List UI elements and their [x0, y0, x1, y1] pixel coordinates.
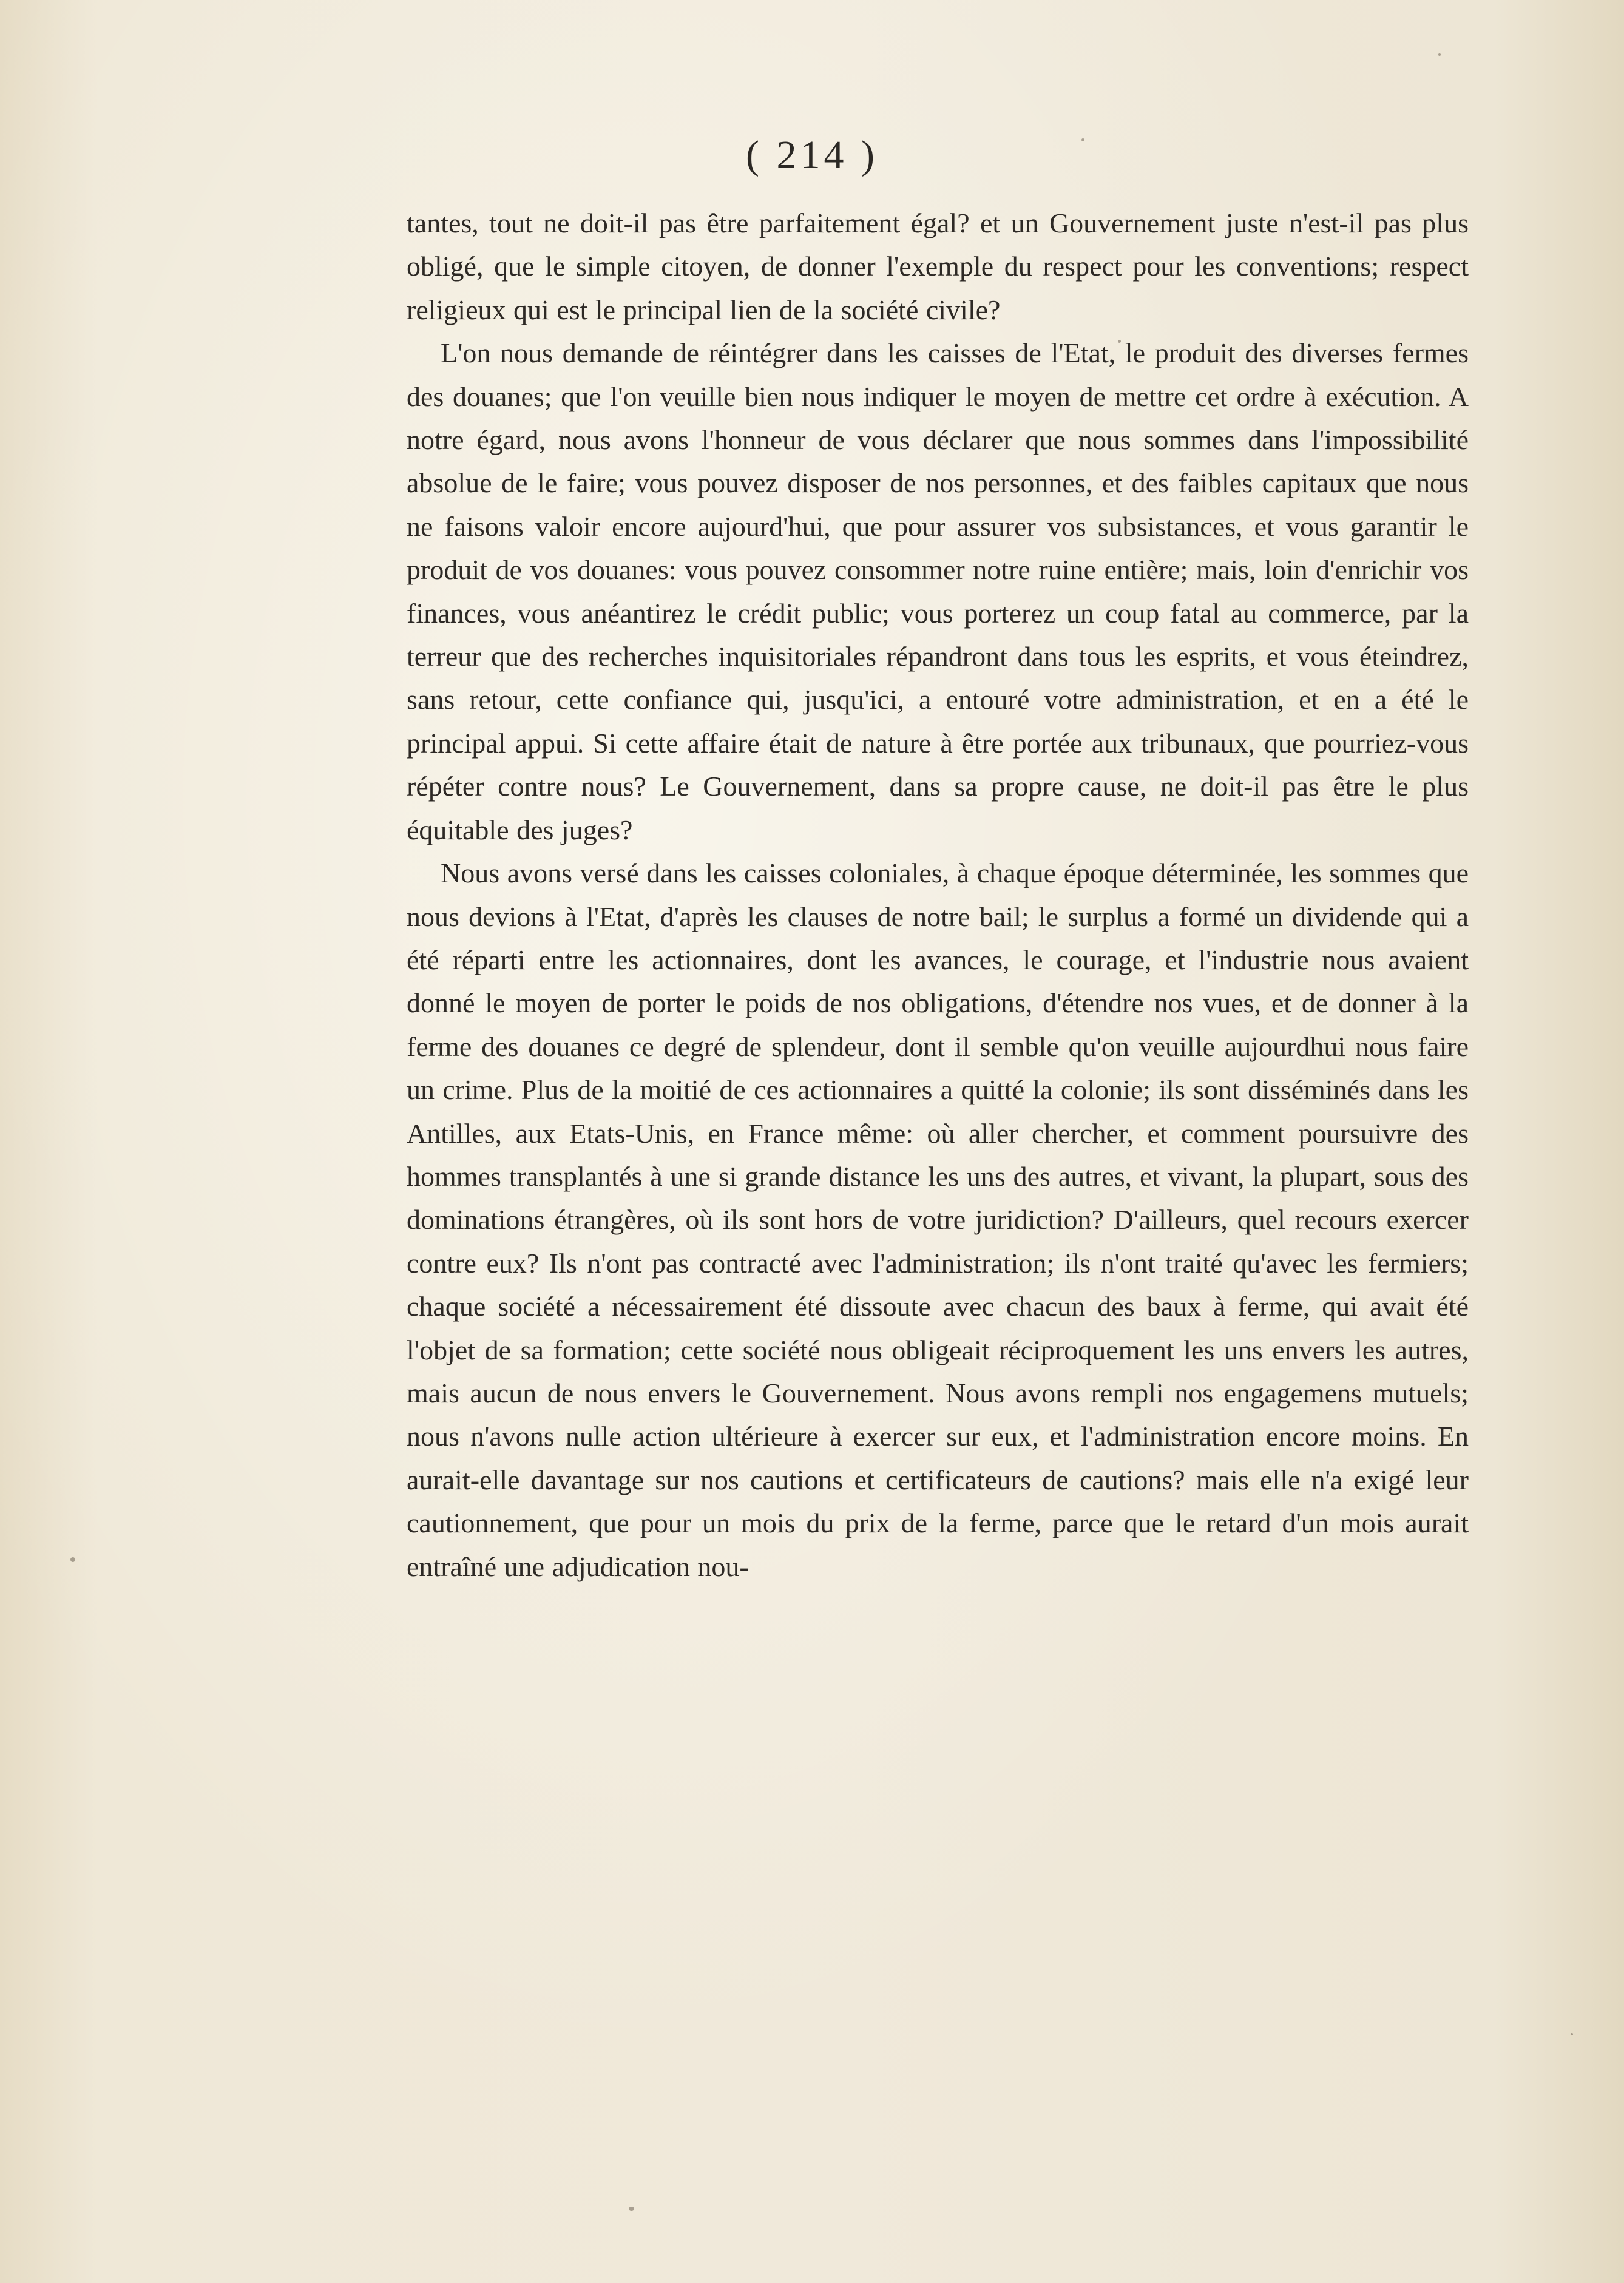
paper-speck: [70, 1557, 75, 1562]
paragraph: L'on nous demande de réintégrer dans les caisses de l'Etat, le produit des diverses fermes des douanes; que l'on veuille bien nous indiquer le moyen de mettre cet ordre à exécution. A notre égard, nous avons l'honneur de vous déclarer que nous sommes dans l'impossibilité absolue de le faire; vous pouvez disposer de nos personnes, et des faibles capitaux que nous ne faisons valoir encore aujourd'hui, que pour assurer vos subsistances, et vous garantir le produit de vos douanes: vous pouvez consommer notre ruine entière; mais, loin d'enrichir vos finances, vous anéantirez le crédit public; vous porterez un coup fatal au commerce, par la terreur que des recherches inquisitoriales répandront dans tous les esprits, et vous éteindrez, sans retour, cette confiance qui, jusqu'ici, a entouré votre administration, et en a été le principal appui. Si cette affaire était de nature à être portée aux tribunaux, que pourriez-vous répéter contre nous? Le Gouvernement, dans sa propre cause, ne doit-il pas être le plus équitable des juges?: [407, 337, 1469, 845]
paper-speck: [629, 2207, 634, 2211]
paper-speck: [1438, 53, 1441, 56]
paragraph-continuation: tantes, tout ne doit-il pas être parfaitement égal? et un Gouvernement juste n'est-il pas plus obligé, que le simple citoyen, de donner l'exemple du respect pour les conventions; respect religieux qui est le principal lien de la société civile?: [407, 208, 1469, 325]
paper-speck: [1571, 2033, 1573, 2035]
paragraph: Nous avons versé dans les caisses coloniales, à chaque époque déterminée, les sommes que nous devions à l'Etat, d'après les clauses de notre bail; le surplus a formé un dividende qui a été réparti entre les actionnaires, dont les avances, le courage, et l'industrie nous avaient donné le moyen de porter le poids de nos obligations, d'étendre nos vues, et de donner à la ferme des douanes ce degré de splendeur, dont il semble qu'on veuille aujourdhui nous faire un crime. Plus de la moitié de ces actionnaires a quitté la colonie; ils sont disséminés dans les Antilles, aux Etats-Unis, en France même: où aller chercher, et comment poursuivre des hommes transplantés à une si grande distance les uns des autres, et vivant, la plupart, sous des dominations étrangères, où ils sont hors de votre juridiction? D'ailleurs, quel recours exercer contre eux? Ils n'ont pas contracté avec l'administration; ils n'ont traité qu'avec les fermiers; chaque société a nécessairement été dissoute avec chacun des baux à ferme, qui avait été l'objet de sa formation; cette société nous obligeait réciproquement les uns envers les autres, mais aucun de nous envers le Gouvernement. Nous avons rempli nos engagemens mutuels; nous n'avons nulle action ultérieure à exercer sur eux, et l'administration encore moins. En aurait-elle davantage sur nos cautions et certificateurs de cautions? mais elle n'a exigé leur cautionnement, que pour un mois du prix de la ferme, parce que le retard d'un mois aurait entraîné une adjudication nou-: [407, 857, 1469, 1582]
body-text: [407, 201, 1469, 1588]
page-number: ( 214 ): [746, 133, 878, 177]
